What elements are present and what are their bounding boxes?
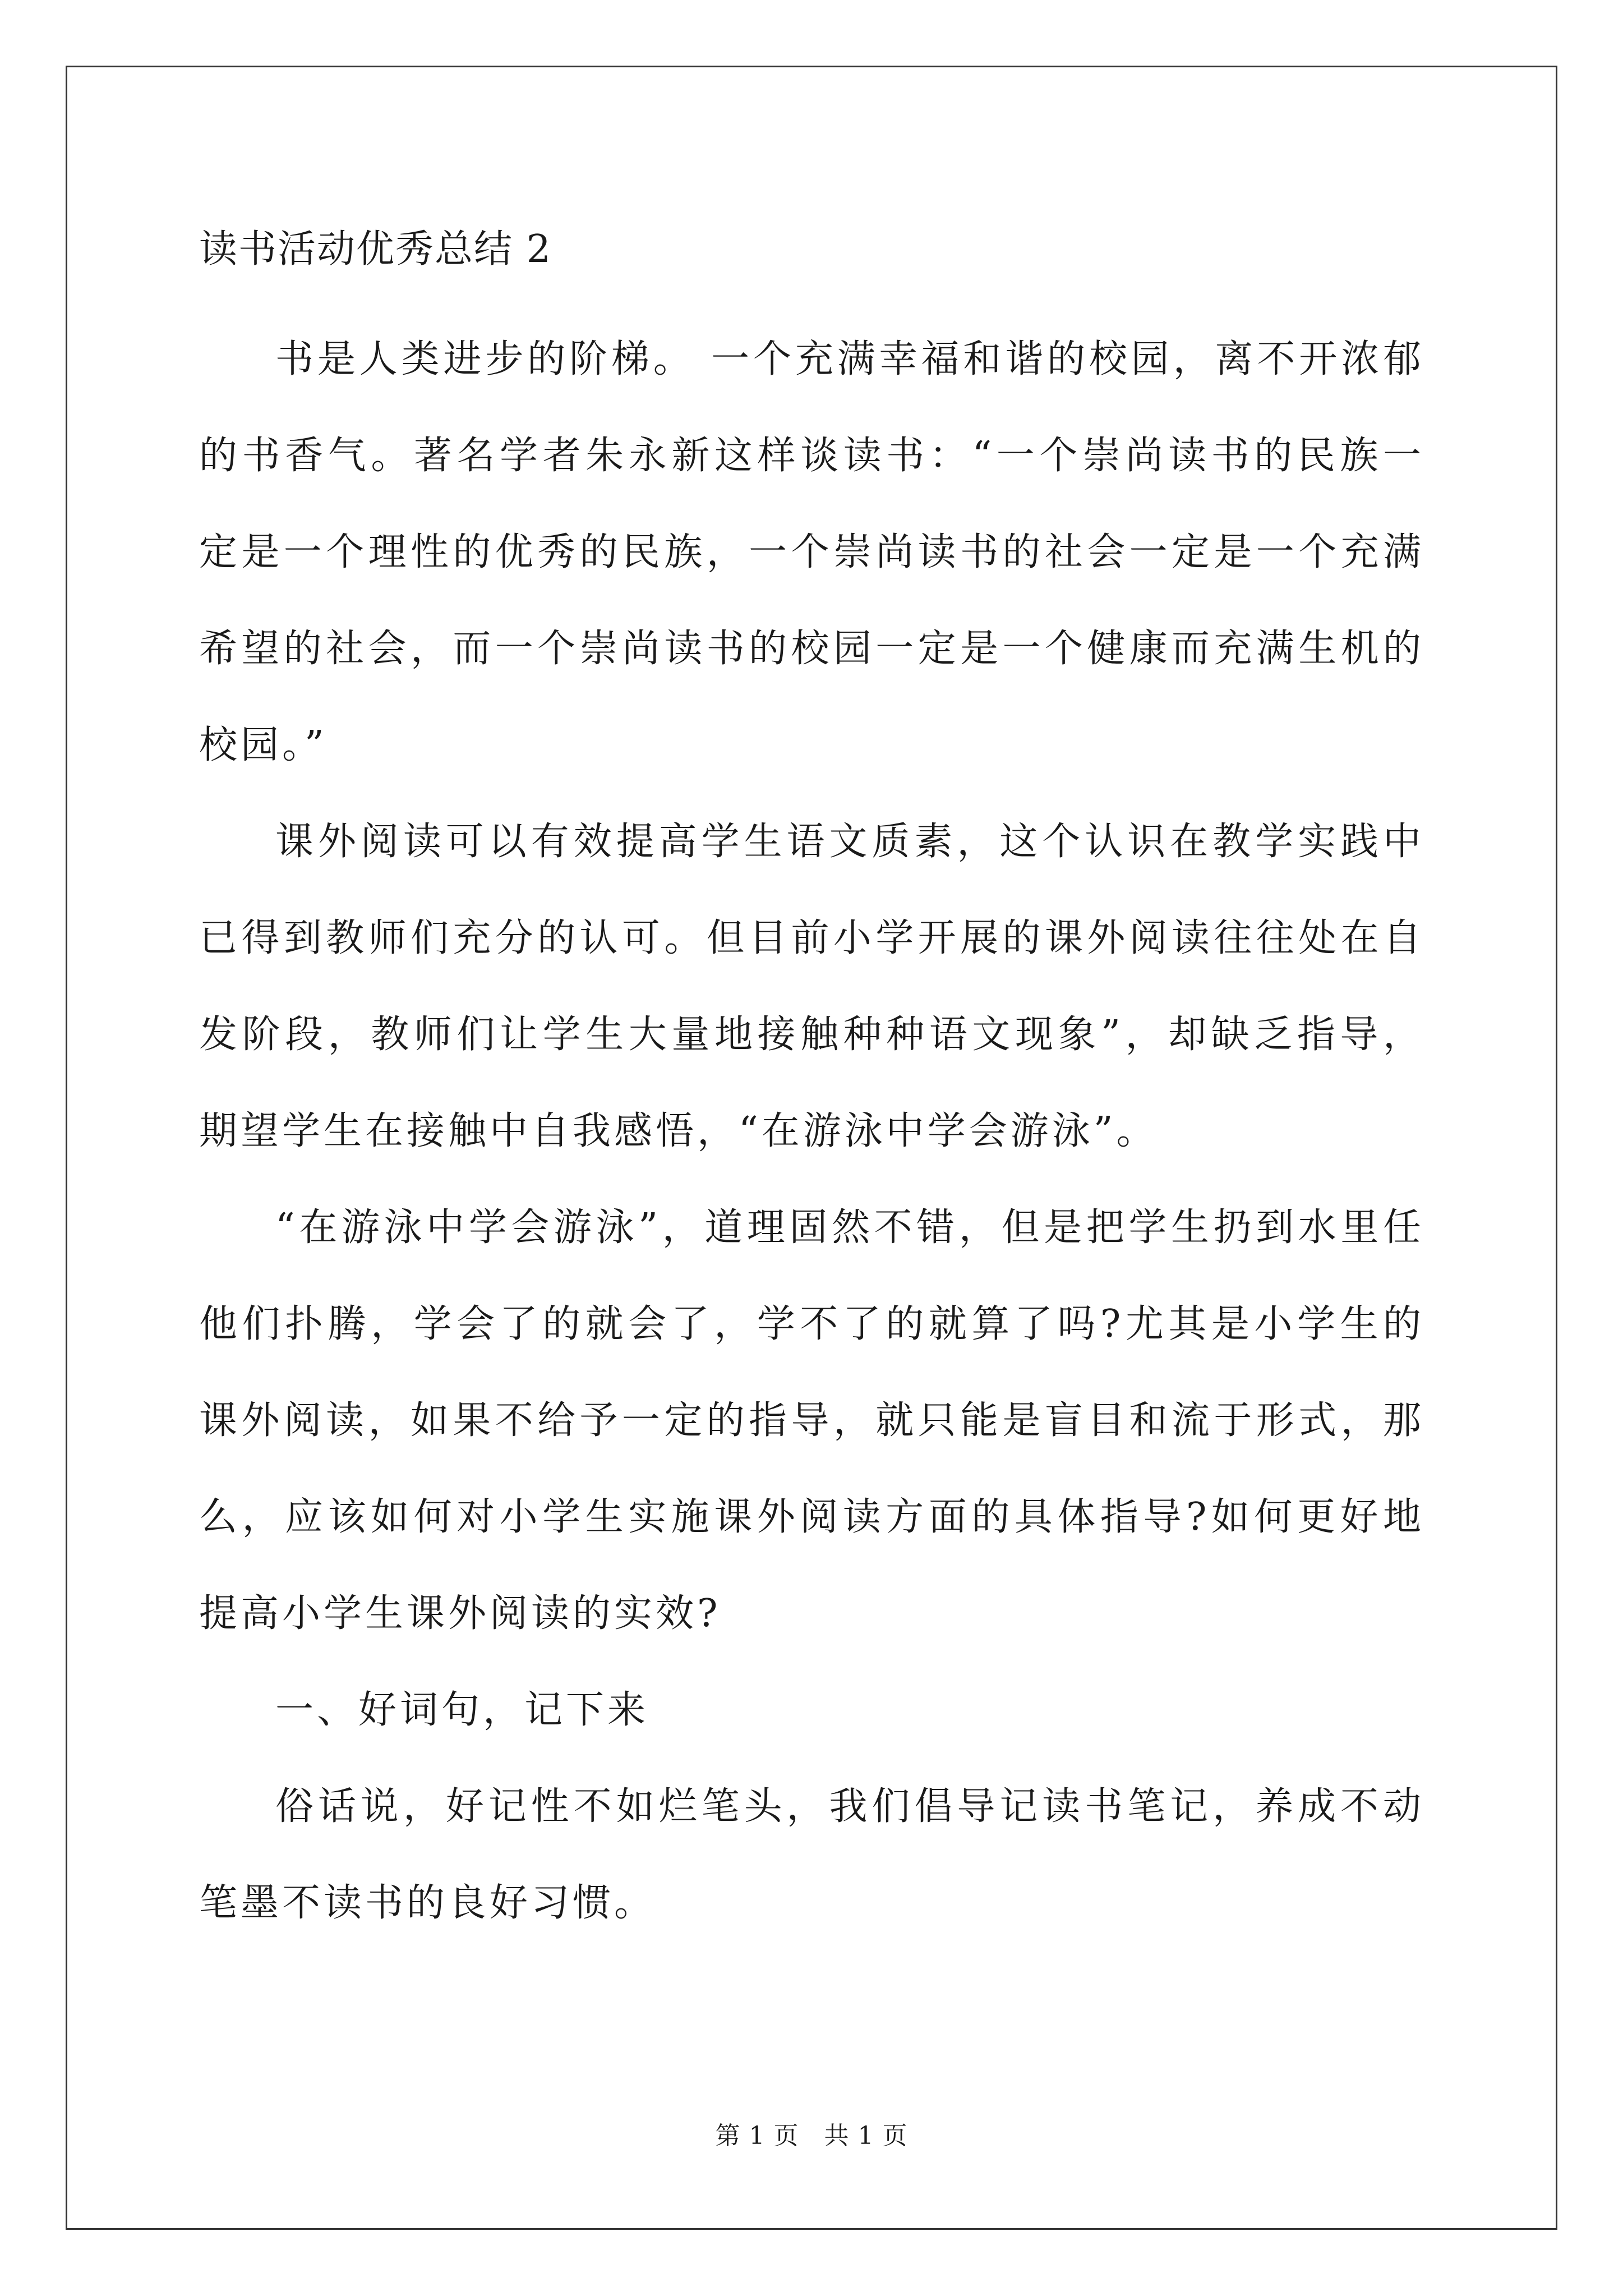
- paragraph-notes: 俗话说，好记性不如烂笔头，我们倡导记读书笔记，养成不动笔墨不读书的良好习惯。: [199, 1784, 1424, 1925]
- document-body: [199, 222, 1424, 1952]
- section-heading: 一、好词句，记下来: [275, 1688, 649, 1732]
- page-footer: 第 1 页 共 1 页: [715, 2122, 908, 2150]
- document-title: 读书活动优秀总结 2: [199, 227, 552, 272]
- paragraph-swimming: “在游泳中学会游泳”，道理固然不错，但是把学生扔到水里任他们扑腾，学会了的就会了，学不了的就算了吗?尤其是小学生的课外阅读，如果不给予一定的指导，就只能是盲目和流于形式，那么，应该如何对小学生实施课外阅读方面的具体指导?如何更好地提高小学生课外阅读的实效?: [199, 1205, 1424, 1636]
- paragraph-intro: 书是人类进步的阶梯。 一个充满幸福和谐的校园，离不开浓郁的书香气。著名学者朱永新这样谈读书：“一个崇尚读书的民族一定是一个理性的优秀的民族，一个崇尚读书的社会一定是一个充满希望的社会，而一个崇尚读书的校园一定是一个健康而充满生机的校园。”: [199, 337, 1424, 767]
- paragraph-reading: 课外阅读可以有效提高学生语文质素，这个认识在教学实践中已得到教师们充分的认可。但目前小学开展的课外阅读往往处在自发阶段，教师们让学生大量地接触种种语文现象”，却缺乏指导，期望学生在接触中自我感悟，“在游泳中学会游泳”。: [199, 820, 1424, 1153]
